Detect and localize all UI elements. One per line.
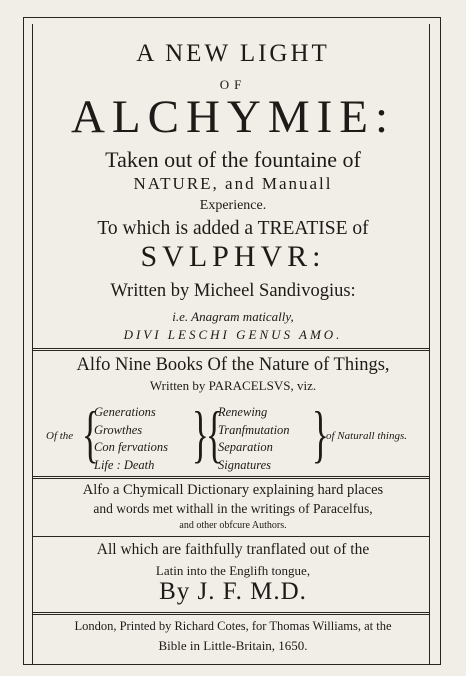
list-item: Growthes: [94, 422, 143, 437]
dictionary-line-1: Alfo a Chymicall Dictionary explaining hard places: [82, 482, 384, 498]
treatise-line-2: SVLPHVR:: [140, 240, 326, 273]
list-item: Generations: [94, 405, 156, 419]
of-the-label: Of the: [46, 430, 74, 442]
list-item: Tranfmutation: [218, 422, 290, 437]
anagram-note: i.e. Anagram matically,: [172, 309, 294, 324]
list-item: Signatures: [218, 457, 272, 472]
dictionary-line-2: and words met withall in the writings of Paracelfus,: [93, 501, 373, 516]
author-line: Written by Micheel Sandivogius:: [110, 281, 356, 301]
left-column: [94, 404, 168, 474]
nine-books-line-2: Written by PARACELSVS, viz.: [149, 378, 317, 393]
title-line-1: A NEW LIGHT: [136, 40, 330, 67]
list-item: Separation: [218, 440, 273, 454]
list-item: Renewing: [218, 405, 268, 419]
subtitle-line-3: Experience.: [199, 198, 267, 213]
divider-4: [32, 612, 430, 615]
left-brace: {: [81, 398, 99, 469]
anagram: DIVI LESCHI GENUS AMO.: [123, 327, 343, 342]
dictionary-line-3: and other obfcure Authors.: [179, 520, 287, 531]
imprint-line-1: London, Printed by Richard Cotes, for Thomas Williams, at the: [74, 619, 392, 633]
translation-line-1: All which are faithfully tranflated out of the: [96, 541, 370, 558]
imprint-line-2: Bible in Little-Britain, 1650.: [158, 638, 308, 653]
divider-3: [32, 536, 430, 537]
of-natural-label: of Naturall things.: [326, 430, 407, 442]
translation-line-2: Latin into the Englifh tongue,: [155, 563, 311, 578]
subtitle-line-1: Taken out of the fountaine of: [105, 147, 361, 172]
nine-books-line-1: Alfo Nine Books Of the Nature of Things,: [76, 355, 390, 375]
divider-1: [32, 348, 430, 351]
list-item: Con fervations: [94, 440, 168, 454]
byline: By J. F. M.D.: [159, 578, 307, 605]
right-column: [218, 404, 290, 474]
title-line-3: ALCHYMIE:: [70, 91, 396, 143]
title-line-2: OF: [219, 77, 247, 92]
middle-brace-right: {: [205, 398, 223, 469]
treatise-line-1: To which is added a TREATISE of: [97, 218, 369, 239]
divider-2: [32, 476, 430, 479]
right-brace: }: [311, 398, 329, 469]
subtitle-line-2: NATURE, and Manuall: [133, 174, 333, 193]
list-item: Life : Death: [94, 457, 155, 472]
middle-brace-left: }: [191, 398, 209, 469]
